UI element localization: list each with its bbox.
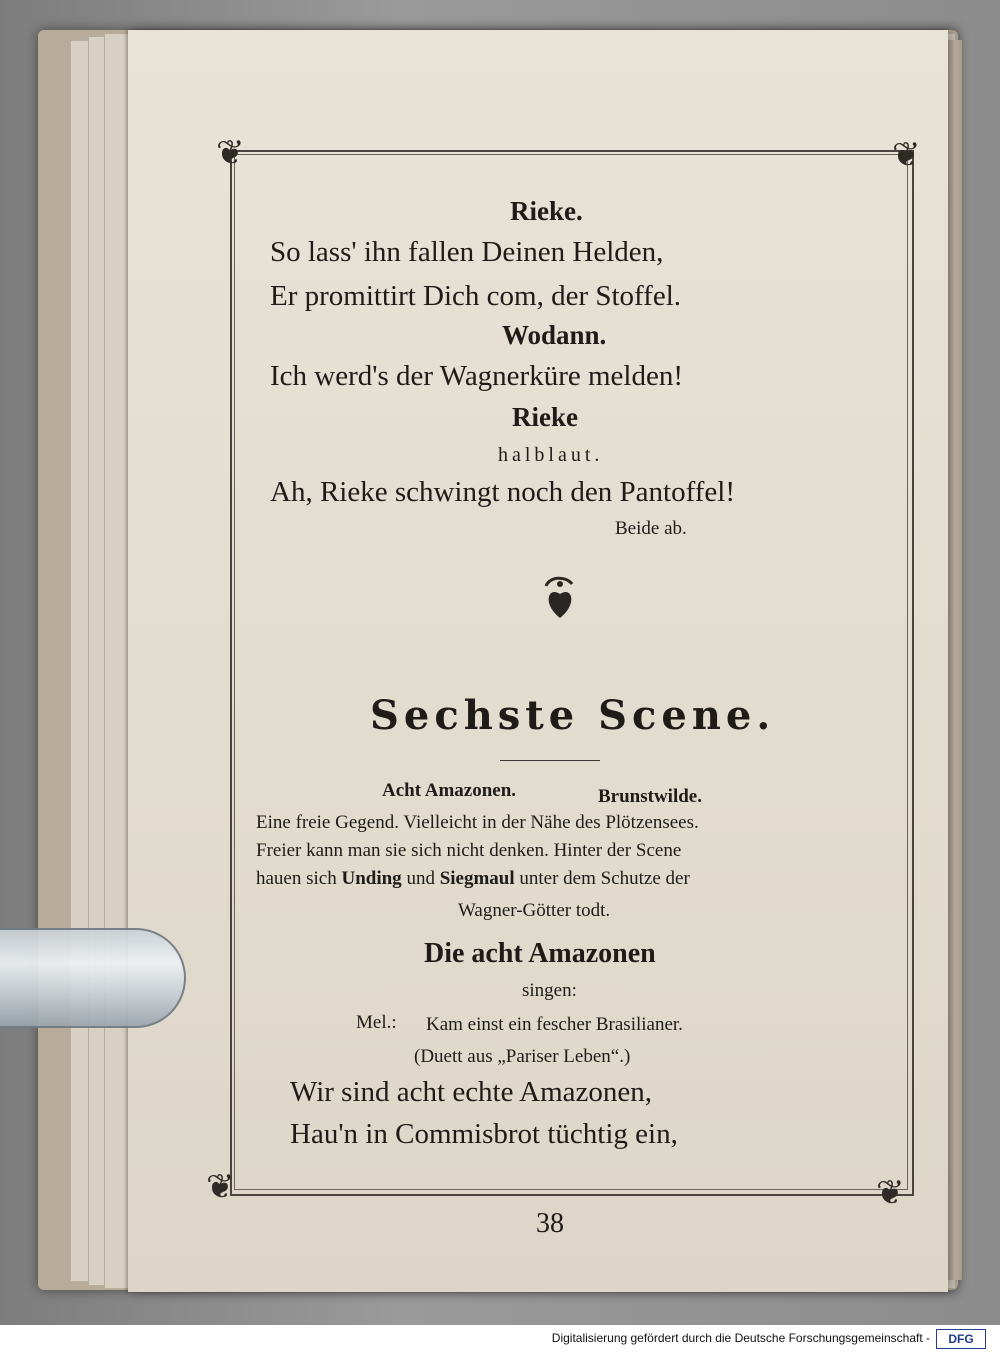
stage-direction: Eine freie Gegend. Vielleicht in der Nähe des Plötzensees. (256, 812, 699, 833)
stage-direction: Freier kann man sie sich nicht denken. Hinter der Scene (256, 840, 682, 861)
stage-direction: Beide ab. (615, 518, 687, 539)
stage-text: und (406, 868, 435, 889)
verse-line: Er promittirt Dich com, der Stoffel. (270, 280, 682, 312)
speaker-name: Wodann. (502, 320, 607, 350)
scene-title: Sechste Scene. (370, 692, 776, 739)
stage-direction: Wagner-Götter todt. (458, 900, 611, 921)
verse-line: Ah, Rieke schwingt noch den Pantoffel! (270, 476, 735, 508)
divider (500, 760, 600, 761)
cast-entry: Acht Amazonen. (382, 780, 517, 801)
funding-credit: Digitalisierung gefördert durch die Deutsche Forschungsgemeinschaft - (551, 1331, 930, 1345)
footer-bar (0, 1325, 1000, 1353)
stage-direction (256, 868, 690, 890)
speaker-name: Rieke (512, 402, 578, 432)
verse-line: So lass' ihn fallen Deinen Helden, (270, 236, 664, 268)
fleuron-icon (540, 574, 580, 624)
character-name: Unding (341, 868, 402, 889)
dfg-logo: DFG (936, 1329, 986, 1349)
page-edge (948, 40, 962, 1280)
corner-ornament-icon: ❦ (892, 135, 921, 175)
corner-ornament-icon: ❦ (876, 1173, 905, 1213)
melody-text: Kam einst ein fescher Brasilianer. (426, 1014, 683, 1035)
corner-ornament-icon: ❦ (206, 1167, 235, 1207)
melody-label: Mel.: (356, 1012, 397, 1033)
page-number: 38 (536, 1208, 564, 1239)
verse-line: Hau'n in Commisbrot tüchtig ein, (290, 1118, 678, 1150)
melody-source: (Duett aus „Pariser Leben“.) (414, 1046, 631, 1067)
verse-line: Ich werd's der Wagnerküre melden! (270, 360, 684, 392)
song-direction: singen: (522, 980, 577, 1001)
verse-line: Wir sind acht echte Amazonen, (290, 1076, 653, 1108)
stage-direction: halblaut. (498, 444, 604, 466)
cast-entry: Brunstwilde. (598, 786, 702, 807)
speaker-name: Rieke. (510, 196, 583, 226)
character-name: Siegmaul (439, 868, 515, 889)
stage-text: hauen sich (256, 868, 337, 889)
scanner-clamp (0, 928, 186, 1028)
corner-ornament-icon: ❦ (216, 133, 245, 173)
stage-text: unter dem Schutze der (519, 868, 690, 889)
song-heading: Die acht Amazonen (424, 938, 656, 969)
